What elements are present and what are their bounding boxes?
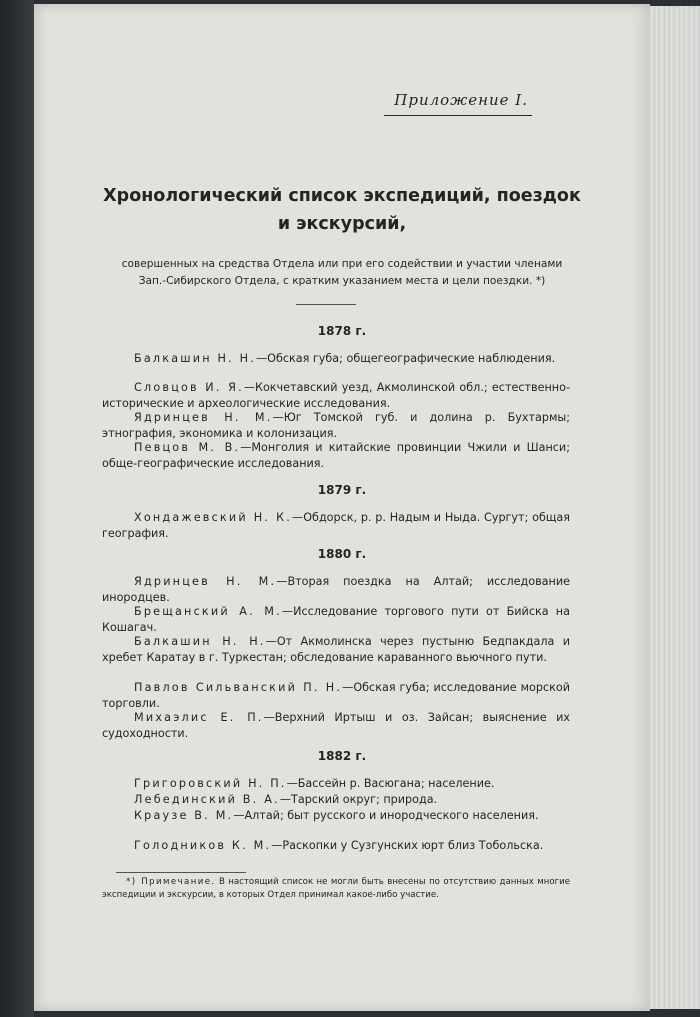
entry-text: —Вторая поездка на Алтай; исследование инородцев. [102, 575, 570, 604]
person-name: Голодников К. М. [134, 839, 272, 852]
footnote-text: В настоящий список не могли быть внесены по отсутствию данных многие экспедиции и экскурсии, в которых Отдел принимал какое-либо участие. [102, 877, 570, 900]
person-name: Певцов М. В. [134, 441, 241, 454]
list-item [102, 634, 570, 666]
person-name: Балкашин Н. Н. [134, 352, 256, 365]
year-heading: 1882 г. [317, 749, 367, 763]
footnote-divider [116, 872, 246, 873]
person-name: Ядринцев Н. М. [134, 411, 273, 424]
entry-text: —Обдорск, р. р. Надым и Ныда. Сургут; общая география. [102, 511, 570, 540]
list-item [102, 680, 570, 712]
person-name: Лебединский В. А. [134, 793, 280, 806]
list-item [102, 838, 570, 854]
entry-text: —Тарский округ; природа. [279, 793, 438, 806]
entry-text: —Верхний Иртыш и оз. Зайсан; выяснение их судоходности. [102, 711, 571, 740]
footnote [102, 876, 570, 902]
entry-text: —Раскопки у Сузгунских юрт близ Тобольска. [271, 839, 544, 852]
appendix-label: Приложение I. [384, 91, 532, 116]
list-item [102, 574, 570, 606]
person-name: Хондажевский Н. К. [134, 511, 293, 524]
entry-text: —Кокчетавский уезд, Акмолинской обл.; естественно-исторические и археологические исследования. [102, 381, 571, 410]
list-item [102, 808, 570, 824]
entry-text: —Обская губа; исследование морской торговли. [102, 681, 570, 710]
background-surface [0, 0, 34, 1017]
person-name: Балкашин Н. Н. [134, 635, 266, 648]
list-item [102, 380, 570, 412]
person-name: Брещанский А. М. [134, 605, 282, 618]
person-name: Григоровский Н. П. [134, 777, 287, 790]
page-subtitle [58, 256, 626, 290]
subtitle-line-2: Зап.-Сибирского Отдела, с кратким указанием места и цели поездки. *) [138, 275, 546, 287]
title-divider [296, 304, 356, 305]
person-name: Словцов И. Я. [134, 381, 244, 394]
list-item [102, 351, 570, 367]
subtitle-line-1: совершенных на средства Отдела или при его содействии и участии членами [121, 258, 563, 270]
entry-text: —Обская губа; общегеографические наблюдения. [255, 352, 556, 365]
person-name: Краузе В. М. [134, 809, 234, 822]
title-line-1: Хронологический список экспедиций, поездок [103, 186, 581, 206]
person-name: Павлов Сильванский П. Н. [134, 681, 343, 694]
entry-text: —Алтай; быт русского и инородческого населения. [233, 809, 539, 822]
list-item [102, 792, 570, 808]
book-page [34, 4, 650, 1011]
person-name: Михаэлис Е. П. [134, 711, 264, 724]
person-name: Ядринцев Н. М. [134, 575, 277, 588]
year-heading: 1878 г. [317, 324, 367, 338]
list-item [102, 410, 570, 442]
entry-text: —Бассейн р. Васюгана; население. [286, 777, 495, 790]
year-heading: 1879 г. [317, 483, 367, 497]
year-heading: 1880 г. [317, 547, 367, 561]
entry-text: —Исследование торгового пути от Бийска на Кошагач. [102, 605, 570, 634]
page-title [64, 182, 620, 238]
title-line-2: и экскурсий, [277, 214, 407, 234]
list-item [102, 510, 570, 542]
entry-text: —Монголия и китайские провинции Чжили и Шанси; обще-географические исследования. [102, 441, 570, 470]
list-item [102, 440, 570, 472]
list-item [102, 710, 570, 742]
entry-text: —Юг Томской губ. и долина р. Бухтармы; этнография, экономика и колонизация. [102, 411, 570, 440]
list-item [102, 604, 570, 636]
entry-text: —От Акмолинска через пустыню Бедпакдала и хребет Каратау в г. Туркестан; обследование караванного вьючного пути. [102, 635, 570, 664]
footnote-label: *) Примечание. [126, 877, 216, 887]
list-item [102, 776, 570, 792]
